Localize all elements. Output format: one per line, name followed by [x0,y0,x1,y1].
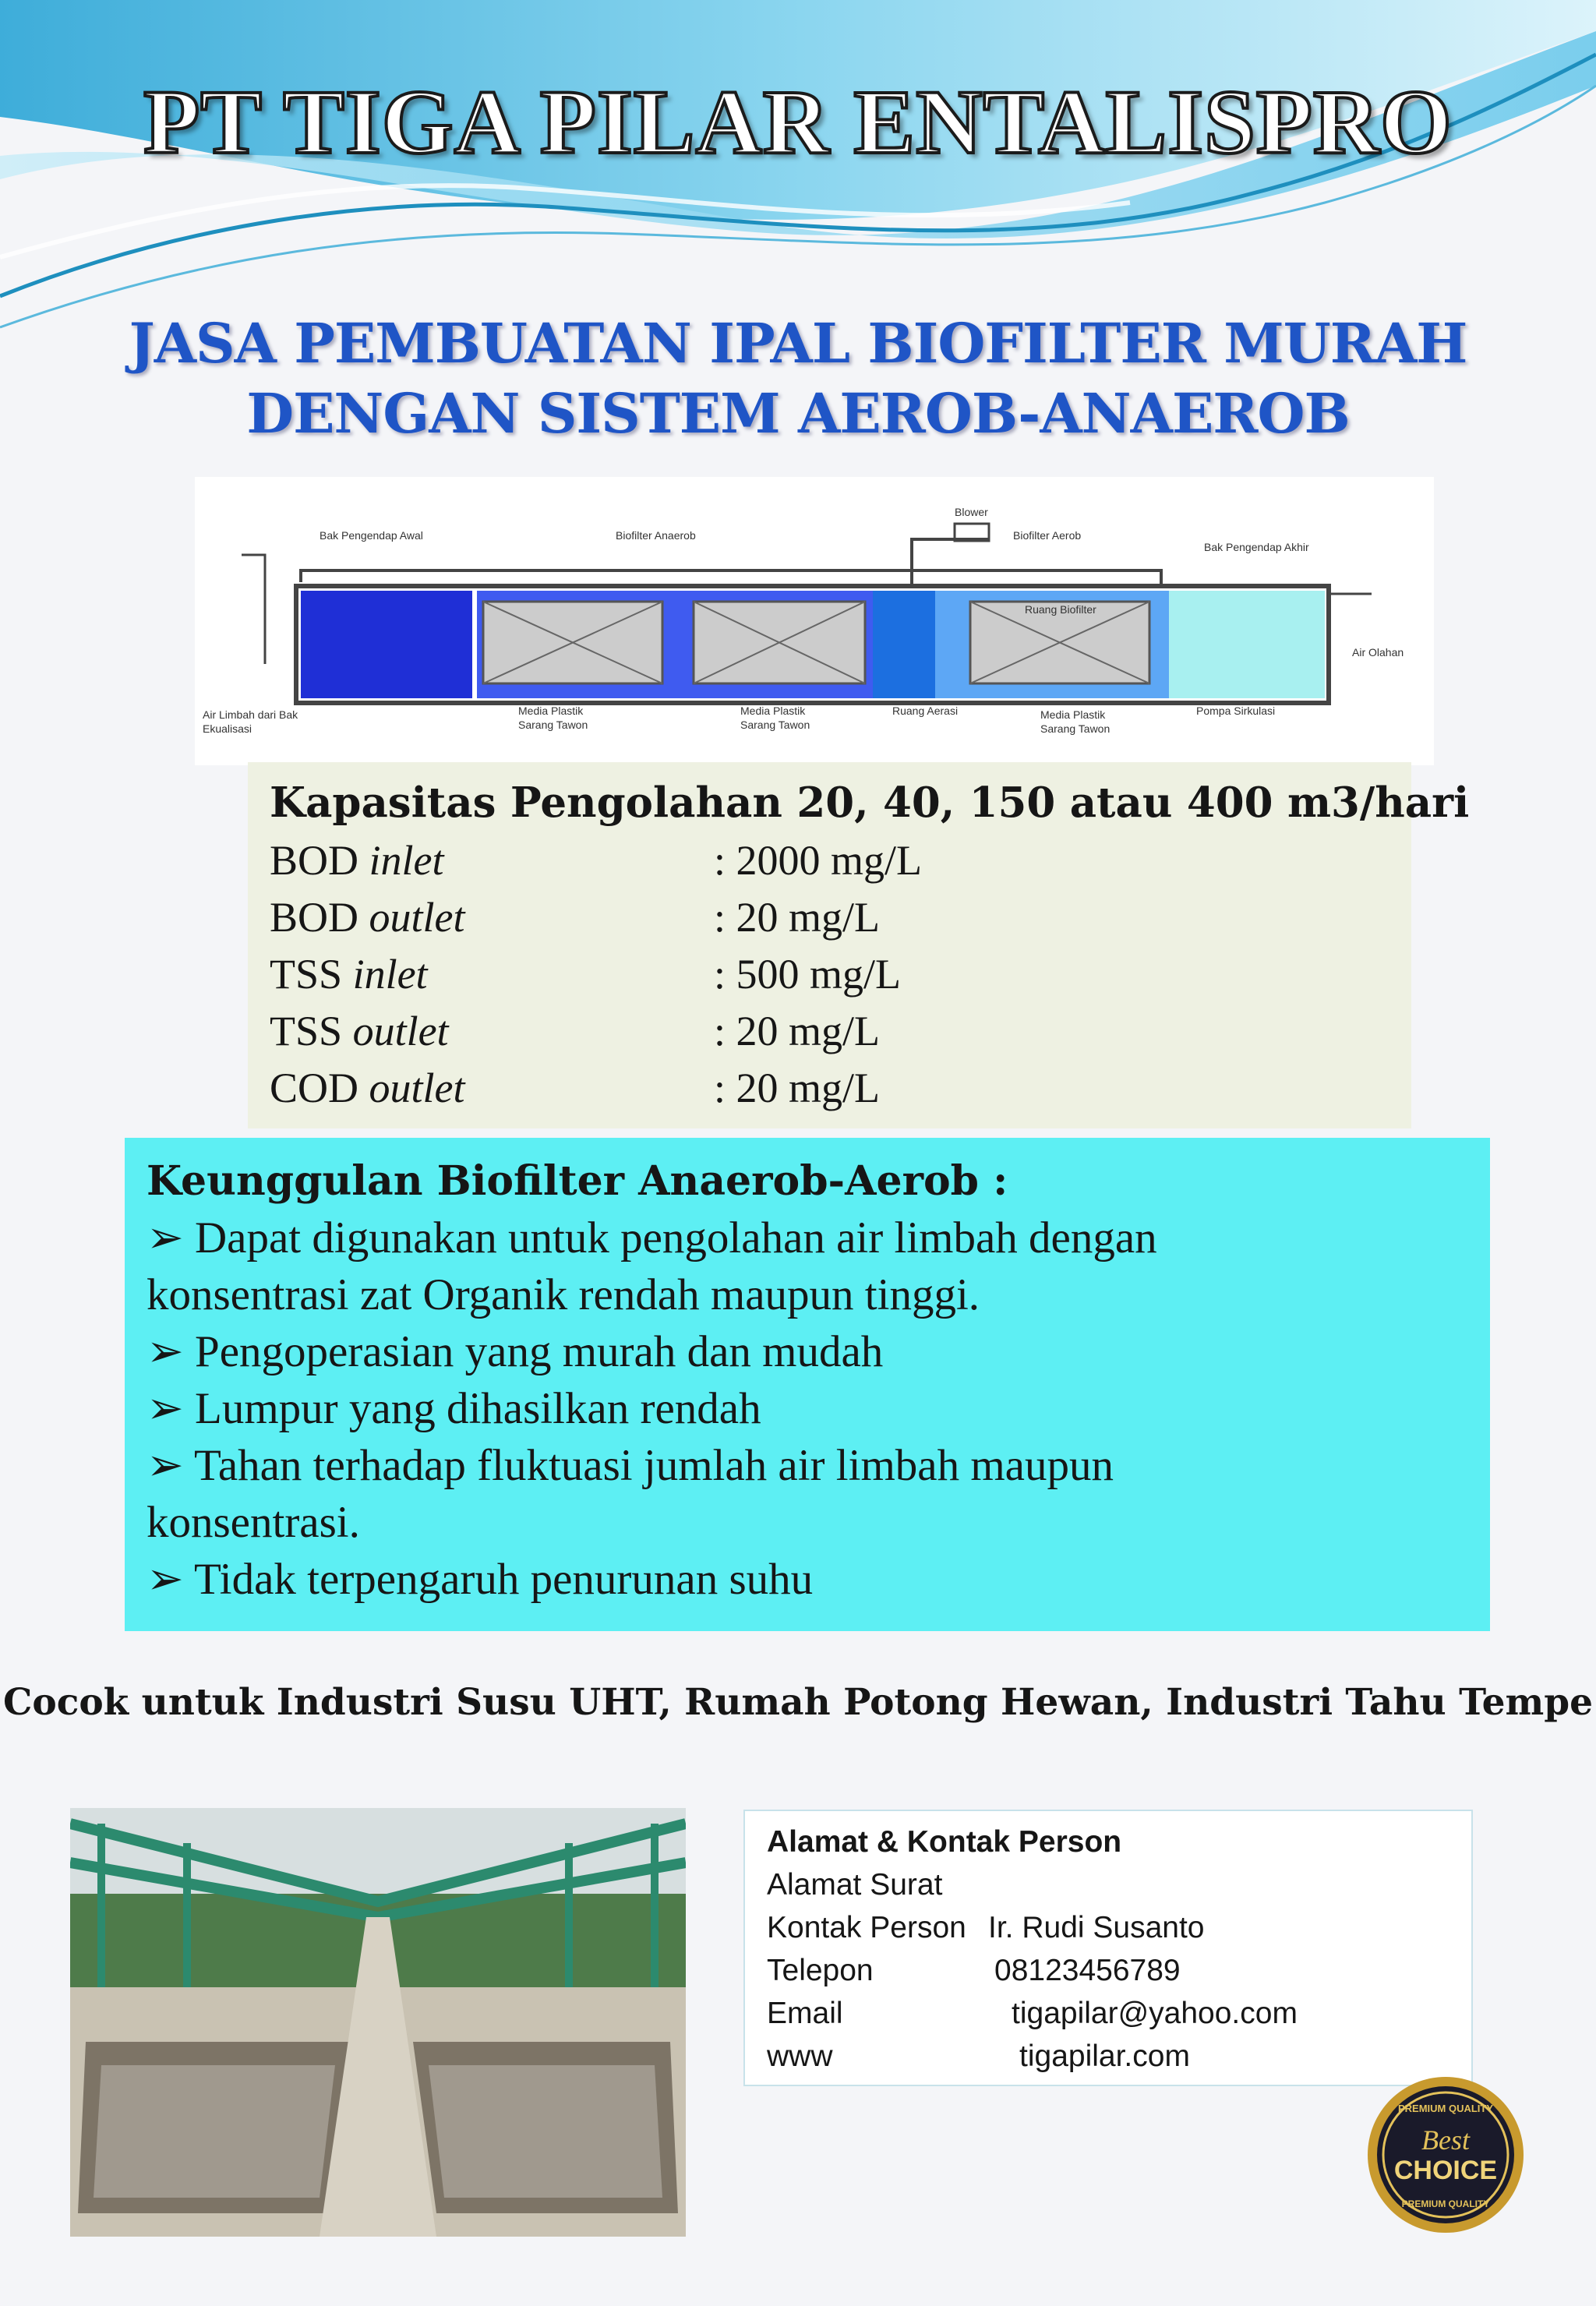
badge-top-text: PREMIUM QUALITY [1397,2103,1494,2114]
advantage-line: konsentrasi zat Organik rendah maupun tinggi. [147,1270,980,1319]
inlet-pipe [242,555,265,664]
label-media-1b: Sarang Tawon [518,719,588,731]
label-air-olahan: Air Olahan [1352,646,1404,659]
contact-row-person: Kontak Person Ir. Rudi Susanto [767,1906,1471,1949]
spec-value: : 500 mg/L [714,951,901,998]
contact-row-address: Alamat Surat [767,1868,943,1902]
label-biofilter-aerob: Biofilter Aerob [1013,529,1082,542]
tank-pengendap-akhir [1169,591,1325,698]
tank-aerasi [873,591,935,698]
industry-tagline: Cocok untuk Industri Susu UHT, Rumah Potong Hewan, Industri Tahu Tempe [2,1681,1594,1724]
headline-line-1: JASA PEMBUATAN IPAL BIOFILTER MURAH [129,311,1467,376]
advantage-line: ➢ Pengoperasian yang murah dan mudah [147,1327,884,1376]
phone-value[interactable]: 08123456789 [994,1954,1181,1987]
badge-main-text: CHOICE [1393,2156,1498,2185]
label-biofilter-anaerob: Biofilter Anaerob [616,529,696,542]
spec-value: : 2000 mg/L [714,837,922,884]
advantages-title: Keunggulan Biofilter Anaerob-Aerob : [147,1157,1008,1205]
label-media-1a: Media Plastik [518,705,584,717]
spec-value: : 20 mg/L [714,1065,880,1111]
ipal-process-diagram [195,477,1434,765]
advantage-line: ➢ Dapat digunakan untuk pengolahan air limbah dengan [147,1213,1157,1262]
label-pompa: Pompa Sirkulasi [1196,705,1276,717]
advantage-line: ➢ Tidak terpengaruh penurunan suhu [147,1555,814,1604]
badge-script-text: Best [1421,2124,1470,2156]
label-media-3a: Media Plastik [1040,708,1106,721]
spec-row: TSS outlet : 20 mg/L [270,1003,1389,1060]
contact-row-phone: Telepon 08123456789 [767,1949,1471,1992]
spec-row: COD outlet : 20 mg/L [270,1060,1389,1117]
contact-box [743,1810,1473,2086]
advantage-line: ➢ Tahan terhadap fluktuasi jumlah air limbah maupun [147,1441,1114,1490]
capacity-title: Kapasitas Pengolahan 20, 40, 150 atau 400 m3/hari [270,779,1470,827]
label-air-limbah-1: Air Limbah dari Bak [203,708,298,721]
spec-value: : 20 mg/L [714,1008,880,1054]
advantage-line: konsentrasi. [147,1498,360,1547]
label-ruang-aerasi: Ruang Aerasi [892,705,959,717]
label-media-2b: Sarang Tawon [740,719,810,731]
best-choice-badge [1348,2073,1543,2237]
treatment-plant-photo [70,1808,686,2237]
spec-row: TSS inlet : 500 mg/L [270,946,1389,1003]
website-value[interactable]: tigapilar.com [1019,2039,1190,2073]
contact-row-email: Email tigapilar@yahoo.com [767,1992,1471,2035]
spec-row: BOD inlet : 2000 mg/L [270,832,1389,889]
company-name: PT TIGA PILAR ENTALISPRO [143,71,1453,173]
label-media-2a: Media Plastik [740,705,806,717]
header-wave-graphic [0,0,1596,358]
spec-value: : 20 mg/L [714,894,880,941]
badge-bottom-text: PREMIUM QUALITY [1401,2198,1490,2209]
headline-line-2: DENGAN SISTEM AEROB-ANAEROB [246,381,1350,446]
label-bak-awal: Bak Pengendap Awal [320,529,423,542]
capacity-spec-box [248,762,1470,1128]
label-air-limbah-2: Ekualisasi [203,722,252,735]
advantages-box [125,1138,1490,1631]
contact-title: Alamat & Kontak Person [767,1825,1122,1859]
blower-pipe [912,539,990,586]
contact-row-www: www tigapilar.com [767,2035,1471,2078]
email-value[interactable]: tigapilar@yahoo.com [1012,1997,1298,2030]
spec-row: BOD outlet : 20 mg/L [270,889,1389,946]
label-blower: Blower [955,506,988,518]
label-media-3b: Sarang Tawon [1040,722,1110,735]
label-ruang-biofilter: Ruang Biofilter [1025,603,1096,616]
contact-person-value: Ir. Rudi Susanto [988,1911,1205,1944]
tank-pengendap-awal [301,591,472,698]
advantage-line: ➢ Lumpur yang dihasilkan rendah [147,1384,761,1433]
label-bak-akhir: Bak Pengendap Akhir [1204,541,1309,553]
